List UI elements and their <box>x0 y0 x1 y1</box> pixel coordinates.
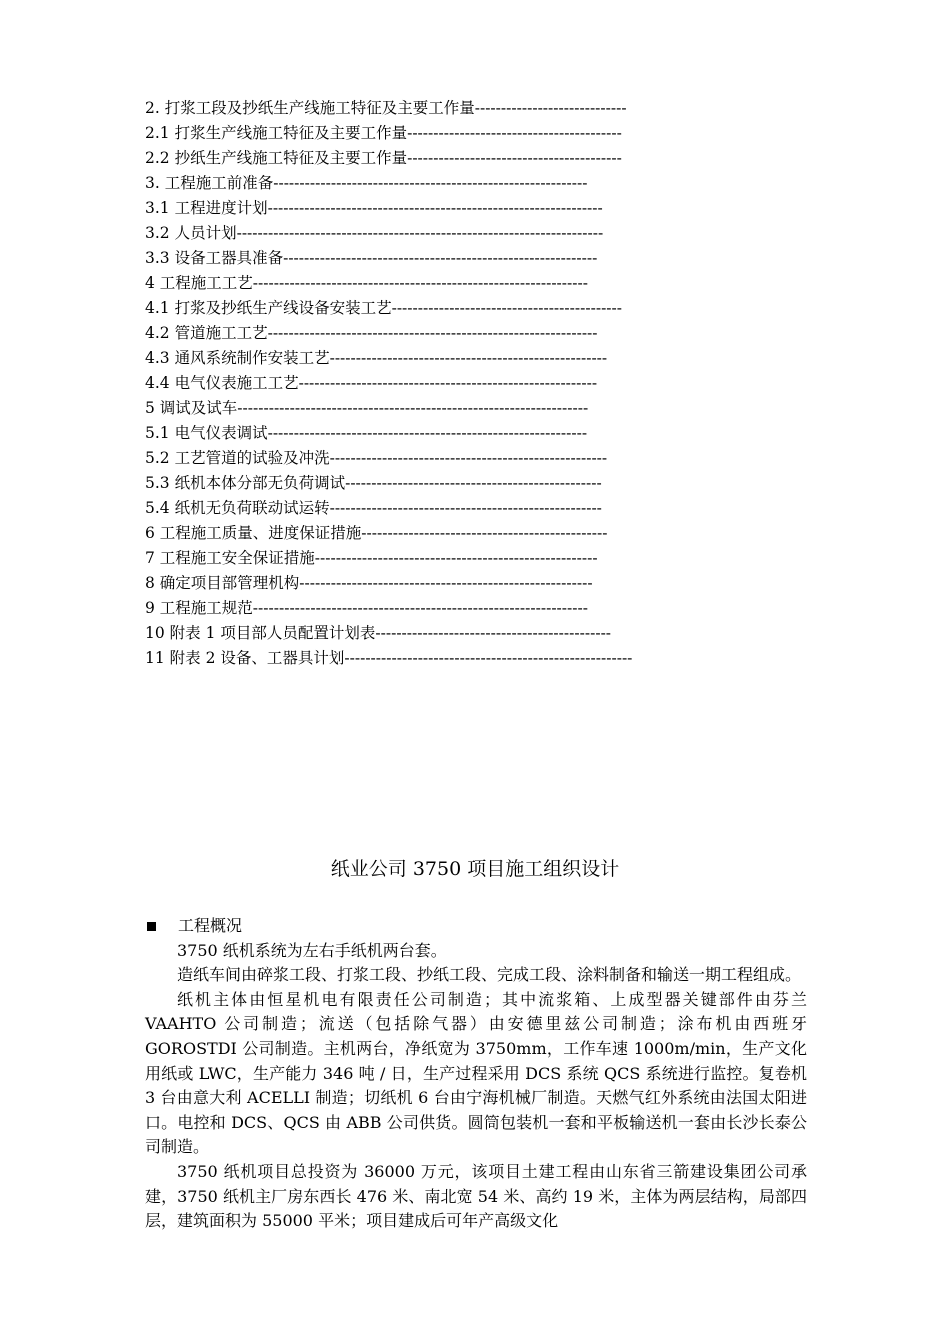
square-bullet-icon <box>147 922 156 931</box>
table-of-contents <box>145 96 765 671</box>
toc-entry: 4 工程施工工艺---------------------------------------------------------------- <box>145 274 588 292</box>
section-heading-text: 工程概况 <box>178 916 243 935</box>
paragraph: 3750 纸机项目总投资为 36000 万元，该项目土建工程由山东省三箭建设集团公司承建，3750 纸机主厂房东西长 476 米、南北宽 54 米、高约 19 米，主体为两层结构，局部四层，建筑面积为 55000 平米；项目建成后可年产高级文化 <box>145 1161 807 1231</box>
toc-entry: 2.2 抄纸生产线施工特征及主要工作量----------------------------------------- <box>145 149 622 167</box>
document-body <box>145 914 807 1234</box>
toc-entry: 9 工程施工规范---------------------------------------------------------------- <box>145 599 588 617</box>
toc-entry: 3. 工程施工前准备------------------------------------------------------------ <box>145 174 588 192</box>
toc-entry: 3.1 工程进度计划---------------------------------------------------------------- <box>145 199 603 217</box>
toc-entry: 8 确定项目部管理机构-------------------------------------------------------- <box>145 574 593 592</box>
paragraph: 3750 纸机系统为左右手纸机两台套。 <box>177 940 447 960</box>
paragraph: 造纸车间由碎浆工段、打浆工段、抄纸工段、完成工段、涂料制备和输送一期工程组成。 <box>177 965 802 985</box>
toc-entry: 5.4 纸机无负荷联动试运转---------------------------------------------------- <box>145 499 602 517</box>
toc-entry: 5 调试及试车------------------------------------------------------------------- <box>145 399 589 417</box>
toc-entry: 7 工程施工安全保证措施------------------------------------------------------ <box>145 549 598 567</box>
toc-entry: 4.2 管道施工工艺--------------------------------------------------------------- <box>145 324 598 342</box>
toc-entry: 3.3 设备工器具准备------------------------------------------------------------ <box>145 249 598 267</box>
toc-entry: 5.1 电气仪表调试------------------------------------------------------------- <box>145 424 588 442</box>
toc-entry: 4.3 通风系统制作安装工艺----------------------------------------------------- <box>145 349 608 367</box>
document-title: 纸业公司 3750 项目施工组织设计 <box>330 858 620 880</box>
toc-entry: 11 附表 2 设备、工器具计划------------------------------------------------------- <box>145 649 633 667</box>
toc-entry: 5.2 工艺管道的试验及冲洗----------------------------------------------------- <box>145 449 608 467</box>
section-heading <box>145 914 807 939</box>
toc-entry: 4.1 打浆及抄纸生产线设备安装工艺-------------------------------------------- <box>145 299 623 317</box>
toc-entry: 2.1 打浆生产线施工特征及主要工作量----------------------------------------- <box>145 124 622 142</box>
toc-entry: 3.2 人员计划---------------------------------------------------------------------- <box>145 224 604 242</box>
toc-entry: 10 附表 1 项目部人员配置计划表--------------------------------------------- <box>145 624 612 642</box>
toc-entry: 6 工程施工质量、进度保证措施----------------------------------------------- <box>145 524 608 542</box>
toc-entry: 5.3 纸机本体分部无负荷调试------------------------------------------------- <box>145 474 602 492</box>
toc-entry: 2. 打浆工段及抄纸生产线施工特征及主要工作量----------------------------- <box>145 99 627 117</box>
paragraph: 纸机主体由恒星机电有限责任公司制造；其中流浆箱、上成型器关键部件由芬兰 VAAHTO 公司制造；流送（包括除气器）由安德里兹公司制造；涂布机由西班牙 GOROSTDI 公司制造。主机两台，净纸宽为 3750mm，工作车速 1000m/min，生产文化用纸或 LWC，生产能力 346 吨 / 日，生产过程采用 DCS 系统 QCS 系统进行监控。复卷机 3 台由意大利 ACELLI 制造；切纸机 6 台由宁海机械厂制造。天燃气红外系统由法国太阳进口。电控和 DCS、QCS 由 ABB 公司供货。圆筒包装机一套和平板输送机一套由长沙长泰公司制造。 <box>145 989 807 1157</box>
toc-entry: 4.4 电气仪表施工工艺--------------------------------------------------------- <box>145 374 598 392</box>
